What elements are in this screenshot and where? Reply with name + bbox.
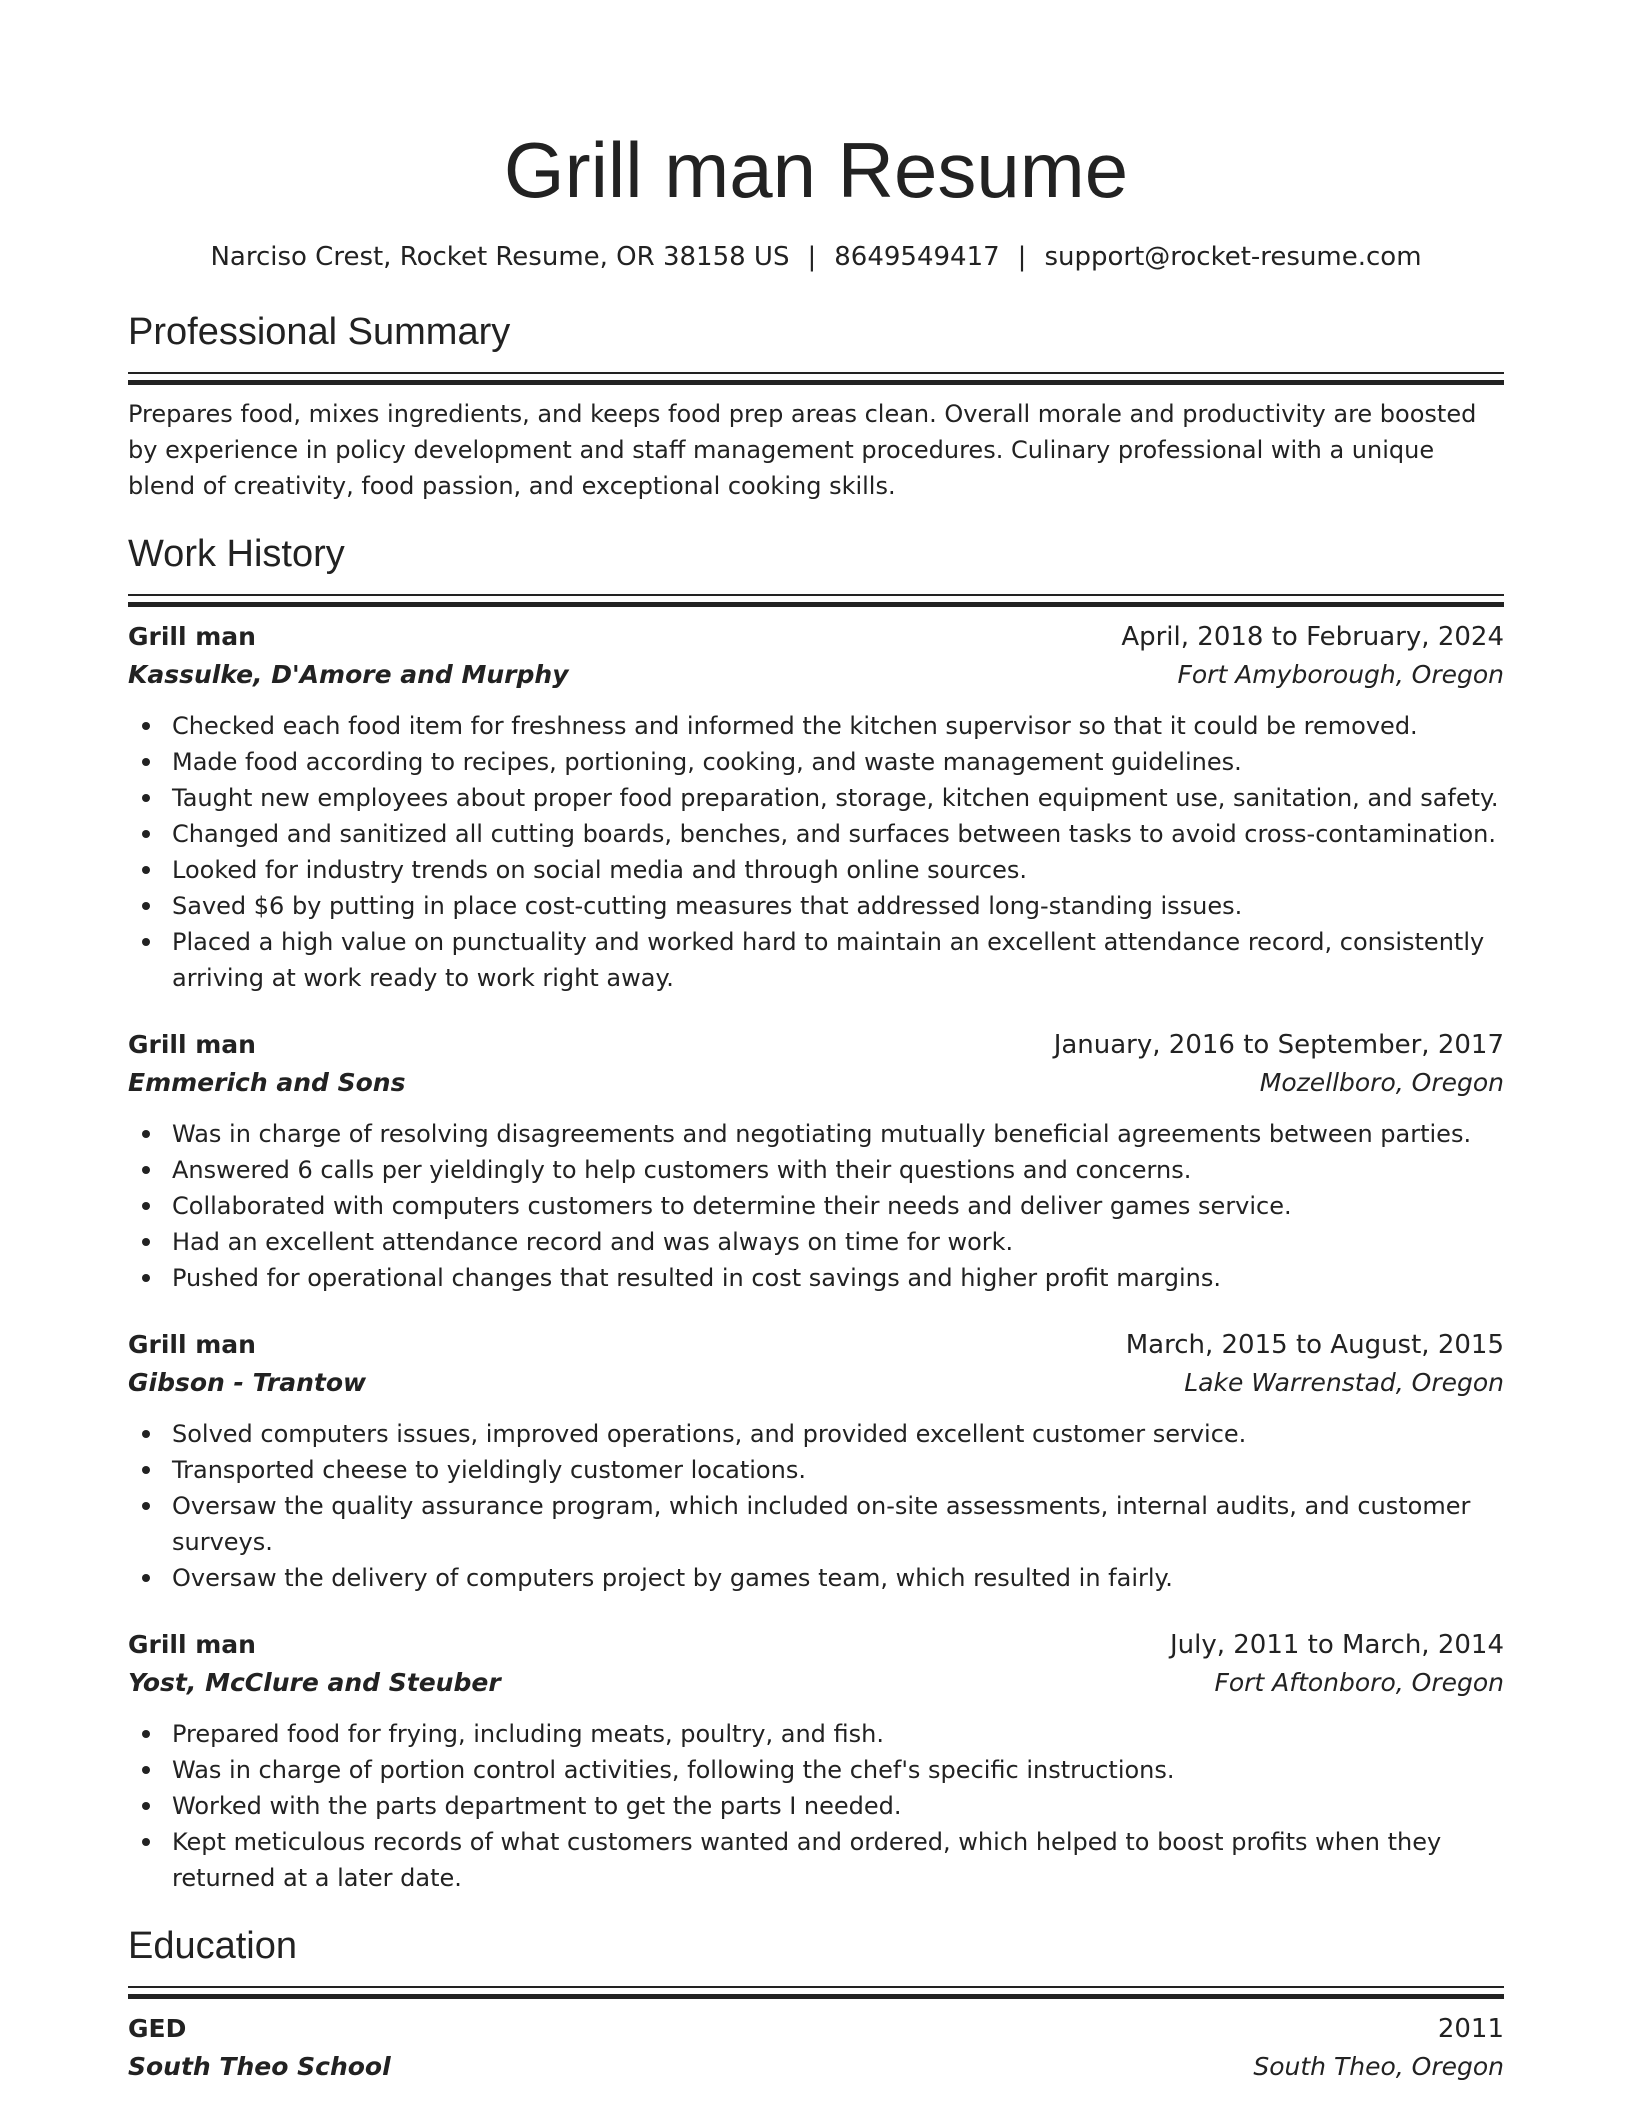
job-company-row [128, 1664, 1504, 1702]
job-dates: January, 2016 to September, 2017 [1053, 1030, 1504, 1060]
job-bullet: Had an excellent attendance record and was always on time for work. [172, 1224, 1504, 1260]
resume-title: Grill man Resume [503, 126, 1129, 214]
education-school: South Theo School [128, 2052, 391, 2081]
section-divider [128, 372, 1504, 384]
job-entry [128, 618, 1504, 996]
job-company-row [128, 656, 1504, 694]
section-divider [128, 1986, 1504, 1998]
job-dates: March, 2015 to August, 2015 [1125, 1330, 1504, 1360]
job-location: Lake Warrenstad, Oregon [1184, 1368, 1504, 1397]
job-entry [128, 1326, 1504, 1596]
job-header-row [128, 1626, 1504, 1664]
job-company-row [128, 1064, 1504, 1102]
work-history-section [128, 530, 1504, 1896]
job-bullet: Was in charge of resolving disagreements and negotiating mutually beneficial agreements between parties. [172, 1116, 1504, 1152]
job-header-row [128, 1326, 1504, 1364]
job-bullet: Saved $6 by putting in place cost-cutting measures that addressed long-standing issues. [172, 888, 1504, 924]
job-bullet-list [128, 708, 1504, 996]
job-bullet-list [128, 1416, 1504, 1596]
job-bullet: Changed and sanitized all cutting boards, benches, and surfaces between tasks to avoid cross-contamination. [172, 816, 1504, 852]
education-degree: GED [128, 2014, 187, 2043]
section-divider [128, 594, 1504, 606]
job-bullet: Worked with the parts department to get the parts I needed. [172, 1788, 1504, 1824]
resume-page [128, 0, 1504, 2086]
job-bullet: Checked each food item for freshness and informed the kitchen supervisor so that it could be removed. [172, 708, 1504, 744]
job-header-row [128, 618, 1504, 656]
education-heading: Education [128, 1925, 298, 1967]
job-bullet: Prepared food for frying, including meats, poultry, and fish. [172, 1716, 1504, 1752]
job-bullet: Looked for industry trends on social media and through online sources. [172, 852, 1504, 888]
job-entry [128, 1626, 1504, 1896]
education-location: South Theo, Oregon [1253, 2052, 1504, 2081]
contact-address: Narciso Crest, Rocket Resume, OR 38158 US [210, 242, 790, 272]
job-location: Fort Aftonboro, Oregon [1214, 1668, 1504, 1697]
job-location: Mozellboro, Oregon [1259, 1068, 1504, 1097]
contact-separator: | [807, 242, 817, 272]
job-bullet-list [128, 1716, 1504, 1896]
job-bullet: Was in charge of portion control activities, following the chef's specific instructions. [172, 1752, 1504, 1788]
work-history-heading: Work History [128, 533, 345, 575]
job-bullet: Oversaw the delivery of computers project by games team, which resulted in fairly. [172, 1560, 1504, 1596]
job-bullet-list [128, 1116, 1504, 1296]
education-entry [128, 2010, 1504, 2086]
job-bullet: Taught new employees about proper food preparation, storage, kitchen equipment use, sanitation, and safety. [172, 780, 1504, 816]
contact-line [128, 240, 1504, 274]
job-title: Grill man [128, 1330, 256, 1359]
job-bullet: Collaborated with computers customers to determine their needs and deliver games service. [172, 1188, 1504, 1224]
job-bullet: Kept meticulous records of what customers wanted and ordered, which helped to boost profits when they returned at a later date. [172, 1824, 1504, 1896]
job-bullet: Answered 6 calls per yieldingly to help customers with their questions and concerns. [172, 1152, 1504, 1188]
job-company: Emmerich and Sons [128, 1068, 406, 1097]
job-company: Yost, McClure and Steuber [128, 1668, 501, 1697]
job-entry [128, 1026, 1504, 1296]
job-location: Fort Amyborough, Oregon [1177, 660, 1504, 689]
job-company-row [128, 1364, 1504, 1402]
summary-text: Prepares food, mixes ingredients, and keeps food prep areas clean. Overall morale and productivity are boosted by experience in policy development and staff management procedures. Culinary professional with a unique blend of creativity, food passion, and exceptional cooking skills. [128, 400, 1477, 500]
job-dates: April, 2018 to February, 2024 [1121, 622, 1504, 652]
summary-section [128, 308, 1504, 504]
job-dates: July, 2011 to March, 2014 [1169, 1630, 1504, 1660]
job-bullet: Made food according to recipes, portioning, cooking, and waste management guidelines. [172, 744, 1504, 780]
education-school-row [128, 2048, 1504, 2086]
job-header-row [128, 1026, 1504, 1064]
summary-heading: Professional Summary [128, 311, 511, 353]
contact-email: support@rocket-resume.com [1044, 242, 1422, 272]
education-year: 2011 [1437, 2014, 1504, 2044]
job-company: Kassulke, D'Amore and Murphy [128, 660, 569, 689]
job-title: Grill man [128, 1630, 256, 1659]
job-company: Gibson - Trantow [128, 1368, 367, 1397]
job-bullet: Placed a high value on punctuality and worked hard to maintain an excellent attendance record, consistently arriving at work ready to work right away. [172, 924, 1504, 996]
education-header-row [128, 2010, 1504, 2048]
job-title: Grill man [128, 622, 256, 651]
job-bullet: Pushed for operational changes that resulted in cost savings and higher profit margins. [172, 1260, 1504, 1296]
education-section [128, 1922, 1504, 2086]
job-bullet: Oversaw the quality assurance program, which included on-site assessments, internal audits, and customer surveys. [172, 1488, 1504, 1560]
contact-separator: | [1017, 242, 1027, 272]
job-bullet: Transported cheese to yieldingly customer locations. [172, 1452, 1504, 1488]
job-bullet: Solved computers issues, improved operations, and provided excellent customer service. [172, 1416, 1504, 1452]
contact-phone: 8649549417 [834, 242, 1000, 272]
job-title: Grill man [128, 1030, 256, 1059]
